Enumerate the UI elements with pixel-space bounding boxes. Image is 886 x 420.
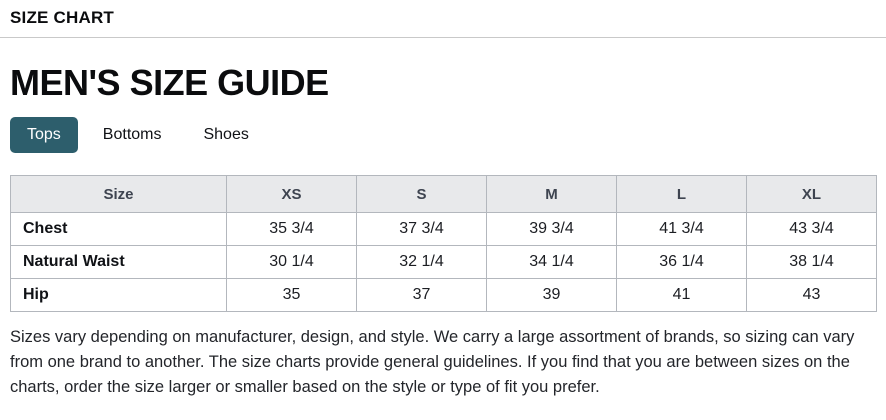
measurement-value: 30 1/4	[227, 246, 357, 279]
page-title: MEN'S SIZE GUIDE	[10, 62, 329, 103]
measurement-value: 38 1/4	[747, 246, 877, 279]
measurement-value: 43 3/4	[747, 213, 877, 246]
size-table	[10, 175, 877, 312]
measurement-value: 39	[487, 279, 617, 312]
column-header-m: M	[487, 176, 617, 213]
tabs	[10, 117, 876, 153]
tab-tops[interactable]: Tops	[10, 117, 78, 153]
measurement-value: 41	[617, 279, 747, 312]
row-label: Natural Waist	[11, 246, 227, 279]
measurement-value: 37 3/4	[357, 213, 487, 246]
size-guide-content	[0, 62, 886, 400]
size-table-body	[11, 213, 877, 312]
measurement-value: 35 3/4	[227, 213, 357, 246]
column-header-xl: XL	[747, 176, 877, 213]
measurement-value: 32 1/4	[357, 246, 487, 279]
measurement-value: 35	[227, 279, 357, 312]
size-table-head	[11, 176, 877, 213]
measurement-value: 34 1/4	[487, 246, 617, 279]
tab-bottoms[interactable]: Bottoms	[86, 117, 179, 153]
column-header-s: S	[357, 176, 487, 213]
measurement-value: 36 1/4	[617, 246, 747, 279]
tab-shoes[interactable]: Shoes	[186, 117, 265, 153]
table-row	[11, 246, 877, 279]
sizing-disclaimer-text: Sizes vary depending on manufacturer, design, and style. We carry a large assortment of brands, so sizing can vary from one brand to another. The size charts provide general guidelines. If you find that you are between sizes on the charts, order the size larger or smaller based on the style or type of fit you prefer.	[10, 328, 855, 396]
column-header-size: Size	[11, 176, 227, 213]
size-table-header-row	[11, 176, 877, 213]
measurement-value: 39 3/4	[487, 213, 617, 246]
measurement-value: 37	[357, 279, 487, 312]
row-label: Chest	[11, 213, 227, 246]
table-row	[11, 279, 877, 312]
topbar	[0, 0, 886, 38]
table-row	[11, 213, 877, 246]
measurement-value: 41 3/4	[617, 213, 747, 246]
column-header-xs: XS	[227, 176, 357, 213]
row-label: Hip	[11, 279, 227, 312]
measurement-value: 43	[747, 279, 877, 312]
column-header-l: L	[617, 176, 747, 213]
modal-title: SIZE CHART	[10, 8, 114, 27]
